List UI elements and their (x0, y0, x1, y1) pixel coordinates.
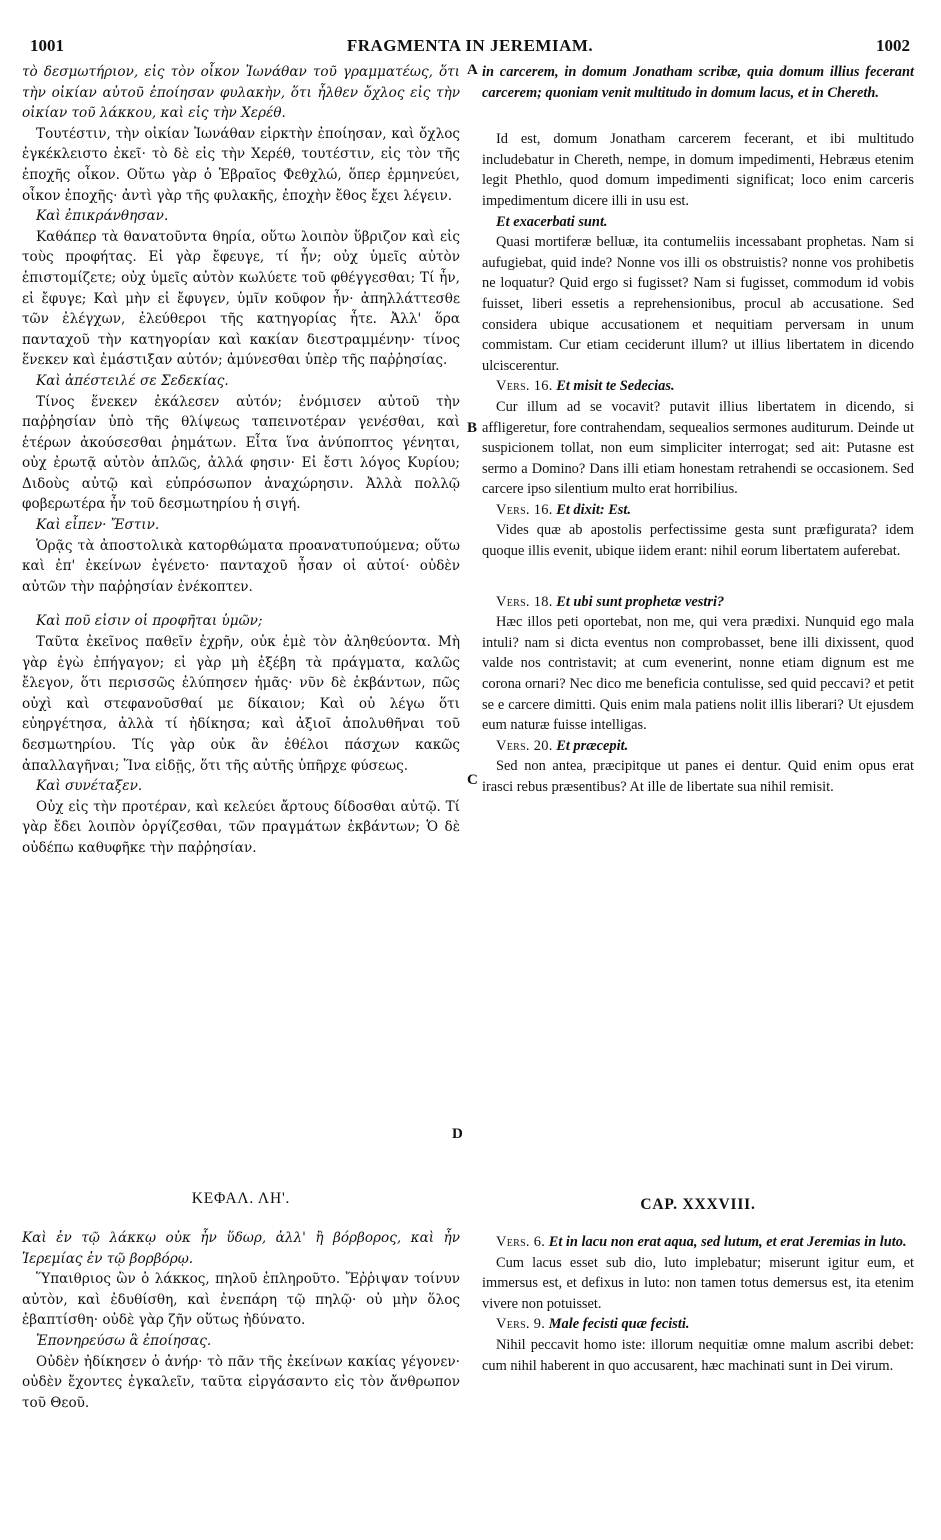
greek-lemma: Καὶ εἶπεν· Ἔστιν. (36, 517, 160, 534)
greek-commentary: Τουτέστιν, τὴν οἰκίαν Ἰωνάθαν εἱρκτὴν ἐποίησαν, καὶ ὄχλος ἐγκέκλειστο ἐκεῖ· τὸ δὲ εἰς τὴν Χερέθ, τουτέστιν, εἰς τὸν τῆς ἐποχῆς οἶκον. Οὕτω γὰρ ὁ Ἑβραῖος Φεθχλώ, ὅπερ ἑρμηνεύει, οἶκον ἐποχῆς· ἀντὶ γὰρ τῆς φυλακῆς, ἐποχὴν ἔθος ἔχει λέγειν. (22, 125, 460, 204)
page-number-left: 1001 (30, 36, 64, 55)
greek-lemma: Καὶ ἐπικράνθησαν. (36, 208, 169, 225)
margin-marker-a: A (467, 62, 478, 78)
greek-chapter-heading: ΚΕΦΑΛ. ΛΗ'. (191, 1190, 291, 1207)
greek-lemma: Καὶ συνέταξεν. (36, 778, 143, 795)
page-header (30, 36, 910, 58)
greek-commentary: Ὁρᾷς τὰ ἀποστολικὰ κατορθώματα προανατυπούμενα; οὕτω καὶ ἐπ' ἐκείνων ἐγένετο· πανταχοῦ ἦσαν οἱ αὐτοί· οὐδὲν αὐτῶν τὴν παῤῥησίαν ἐνέκοπτεν. (22, 537, 460, 595)
greek-column-upper (22, 62, 460, 859)
greek-commentary: Ταῦτα ἐκεῖνος παθεῖν ἐχρῆν, οὐκ ἐμὲ τὸν ἀληθεύοντα. Μὴ γὰρ ἐγὼ ἐπήγαγον; εἰ γὰρ μὴ ἐξέβη τὰ πράγματα, καλῶς ἔλεγον, ὅτι περισσῶς ἐλύπησεν ἡμᾶς· νῦν δὲ ἐκβάντων, πῶς οὐχὶ καὶ στεφανοῦσθαί με δίκαιον; Καὶ οὐ λέγω ὅτι εὐηργέτησα, ἀλλὰ τί ἠδίκησα; καὶ ἀξιοῖ ἀπολυθῆναι τοῦ δεσμωτηρίου. Τίς γὰρ οὐκ ἂν ἐθέλοι πάσχων κακῶς ἀπαλλαγῆναι; Ἵνα εἰδῇς, ὅτι τῆς αὐτῆς ὑπῆρχε φύσεως. (22, 634, 460, 774)
latin-lemma: Male fecisti quæ fecisti. (548, 1316, 690, 1333)
greek-lemma: Ἐπονηρεύσω ἃ ἐποίησας. (36, 1332, 212, 1349)
running-title: FRAGMENTA IN JEREMIAM. (346, 36, 594, 55)
latin-commentary: Quasi mortiferæ belluæ, ita contumeliis incessabant prophetas. Nam si aufugiebat, quid inde? Nonne vos illi os obstruistis? nonne vos prohibetis ne loquatur? Quid ergo si fugisset? Nam si fugisset, commodum id vobis fuisset, liberi essetis a reprehensionibus, procul ab accusatione. Sed considera ubique accusationem et nequitiam perversam in unum commistam. Cur etiam ceciderunt illum? ut illius libertatem in dicendo ulciscerentur. (482, 234, 914, 374)
greek-lemma: τὸ δεσμωτήριον, εἰς τὸν οἶκον Ἰωνάθαν τοῦ γραμματέως, ὅτι τὴν οἰκίαν αὐτοῦ ἐποίησαν φυλακὴν, ὅτι ἦλθεν ὄχλος εἰς τὴν οἰκίαν τοῦ λάκκου, καὶ εἰς τὴν Χερέθ. (22, 64, 460, 122)
greek-lemma: Καὶ ἀπέστειλέ σε Σεδεκίας. (36, 372, 229, 389)
latin-commentary: Sed non antea, præcipitque ut panes ei dentur. Quid enim opus erat irasci rebus præsentibus? At ille de libertate sua nihil remisit. (482, 758, 914, 795)
margin-marker-c: C (467, 772, 478, 788)
latin-column-lower (482, 1232, 914, 1376)
latin-commentary: Cum lacus esset sub dio, luto implebatur; miserunt igitur eum, et immersus est, et defixus in luto: non tamen totus demersus est, ita etenim vivere non potuisset. (482, 1254, 914, 1312)
latin-column-upper (482, 62, 914, 798)
verse-label: Vers. 20. (496, 737, 553, 754)
latin-commentary: Vides quæ ab apostolis perfectissime gesta sunt præfigurata? idem quoque illis evenit, ubique iidem erant: nihil eorum libertatem auferebat. (482, 522, 914, 560)
greek-column-lower (22, 1228, 460, 1413)
latin-lemma: Et in lacu non erat aqua, sed lutum, et erat Jeremias in luto. (548, 1234, 907, 1250)
greek-commentary: Καθάπερ τὰ θανατοῦντα θηρία, οὕτω λοιπὸν ὕβριζον καὶ εἰς τοὺς προφήτας. Εἰ γὰρ ἔφευγε, τί ἦν; οὐχ ὑμεῖς αὐτὸν ἐπιστομίζετε; οὐχ ὑμεῖς αὐτὸν κωλύετε τοῦ φθέγγεσθαι; Τί ἦν, εἰ ἔφυγε; Καὶ μὴν εἰ ἔφυγεν, ὑμῖν κοῦφον ἦν· ἀπηλλάττεσθε τῶν ἐλέγχων, ἐλεύθεροι τῆς κατηγορίας ἦτε. Ἀλλ' ὅρα πανταχοῦ τὴν κατηγορίαν καὶ κακίαν διεστραμμένην· τίνος ἕνεκεν καὶ ἐμάστιξαν αὐτόν; ἀμύνεσθαι ὑπὲρ τῆς παῤῥησίας. (22, 228, 460, 369)
latin-lemma: Et exacerbati sunt. (496, 213, 608, 230)
latin-lemma: Et ubi sunt prophetæ vestri? (556, 593, 725, 610)
latin-lemma: Et præcepit. (556, 737, 629, 754)
greek-lemma: Καὶ ποῦ εἰσιν οἱ προφῆται ὑμῶν; (36, 613, 263, 630)
latin-lemma: Et dixit: Est. (556, 501, 631, 518)
latin-chapter-heading: CAP. XXXVIII. (640, 1196, 756, 1213)
verse-label: Vers. 18. (496, 593, 553, 610)
greek-commentary: Οὐδὲν ἠδίκησεν ὁ ἀνήρ· τὸ πᾶν τῆς ἐκείνων κακίας γέγονεν· οὐδὲν ἔχοντες ἐγκαλεῖν, ταῦτα εἰργάσαντο εἰς τὸν ἄνθρωπον τοῦ Θεοῦ. (22, 1353, 460, 1411)
latin-commentary: Cur illum ad se vocavit? putavit illius libertatem in dicendo, si affligeretur, fore contrahendam, sequealios sermones auditurum. Deinde ut suspicionem tollat, non eum simpliciter interrogat; sed ait: Putasne est sermo a Domino? Dans illi etiam honestam retrahendi se occasionem. Sed carcere ipso silentium multo erat horribilius. (482, 398, 914, 498)
greek-commentary: Τίνος ἕνεκεν ἐκάλεσεν αὐτόν; ἐνόμισεν αὐτοῦ τὴν παῤῥησίαν ὑπὸ τῆς θλίψεως ταπεινοτέραν γενέσθαι, καὶ ἑτέρων ἀκούσεσθαι ῥημάτων. Εἶτα ἵνα ἀνύποπτος γένηται, οὐχ ἐρωτᾷ αὐτὸν ἁπλῶς, ἀλλά φησιν· Εἰ ἔστι λόγος Κυρίου; Διδοὺς αὐτῷ καὶ εὐπρόσωπον ἀναχώρησιν. Ἀλλὰ πολλῷ φοβερωτέρα ἦν τοῦ δεσμωτηρίου ἡ σιγή. (22, 393, 460, 513)
latin-commentary: Id est, domum Jonatham carcerem fecerant, et ibi multitudo includebatur in Chereth, nempe, in domum impedimenti, Hebræus etenim legit Phethlo, quod domum impedimenti significat; loco enim carceris impedimentum dicere illi in usu est. (482, 131, 914, 209)
page-number-right: 1002 (876, 36, 910, 55)
latin-commentary: Nihil peccavit homo iste: illorum nequitiæ omne malum ascribi debet: cum nihil haberent in quo accusarent, hæc machinati sunt in Dei virum. (482, 1336, 914, 1374)
verse-label: Vers. 16. (496, 378, 553, 395)
verse-label: Vers. 16. (496, 501, 553, 518)
latin-lemma: in carcerem, in domum Jonatham scribæ, quia domum illius fecerant carcerem; quoniam venit multitudo in domum lacus, et in Chereth. (482, 64, 914, 101)
margin-marker-d: D (452, 1126, 463, 1142)
verse-label: Vers. 9. (496, 1316, 546, 1333)
margin-marker-b: B (467, 420, 478, 436)
greek-commentary: Οὐχ εἰς τὴν προτέραν, καὶ κελεύει ἄρτους δίδοσθαι αὐτῷ. Τί γὰρ ἔδει λοιπὸν ὀργίζεσθαι, τῶν πραγμάτων ἐκβάντων; Ὁ δὲ οὐδέπω καθυφῆκε τὴν παῤῥησίαν. (22, 798, 460, 856)
greek-lemma: Καὶ ἐν τῷ λάκκῳ οὐκ ἦν ὕδωρ, ἀλλ' ἢ βόρβορος, καὶ ἦν Ἱερεμίας ἐν τῷ βορβόρῳ. (22, 1230, 460, 1267)
latin-commentary: Hæc illos peti oportebat, non me, qui vera prædixi. Nunquid ego mala intuli? nam si dicta eventus non comprobasset, bene illi dixissent, quod valde nos contristavit; at cum evenerint, nonne etiam dignum est me corona ornari? Nec dico me beneficia contulisse, sed quid peccavi? et petit se e carcere dimitti. Quis enim mala patiens nolit illis liberari? Ut ejusdem eum naturæ fuisse intelligas. (482, 614, 914, 734)
greek-commentary: Ὕπαιθριος ὢν ὁ λάκκος, πηλοῦ ἐπληροῦτο. Ἔῤῥιψαν τοίνυν αὐτὸν, καὶ ἐδυθίσθη, καὶ ἐνεπάρη τῷ πηλῷ· οὐ μὴν ὅλος ἐβαπτίσθη· οὐδὲ γὰρ ζῆν οὕτως ἠδύνατο. (22, 1271, 460, 1329)
latin-lemma: Et misit te Sedecias. (556, 378, 675, 395)
verse-label: Vers. 6. (496, 1234, 546, 1250)
